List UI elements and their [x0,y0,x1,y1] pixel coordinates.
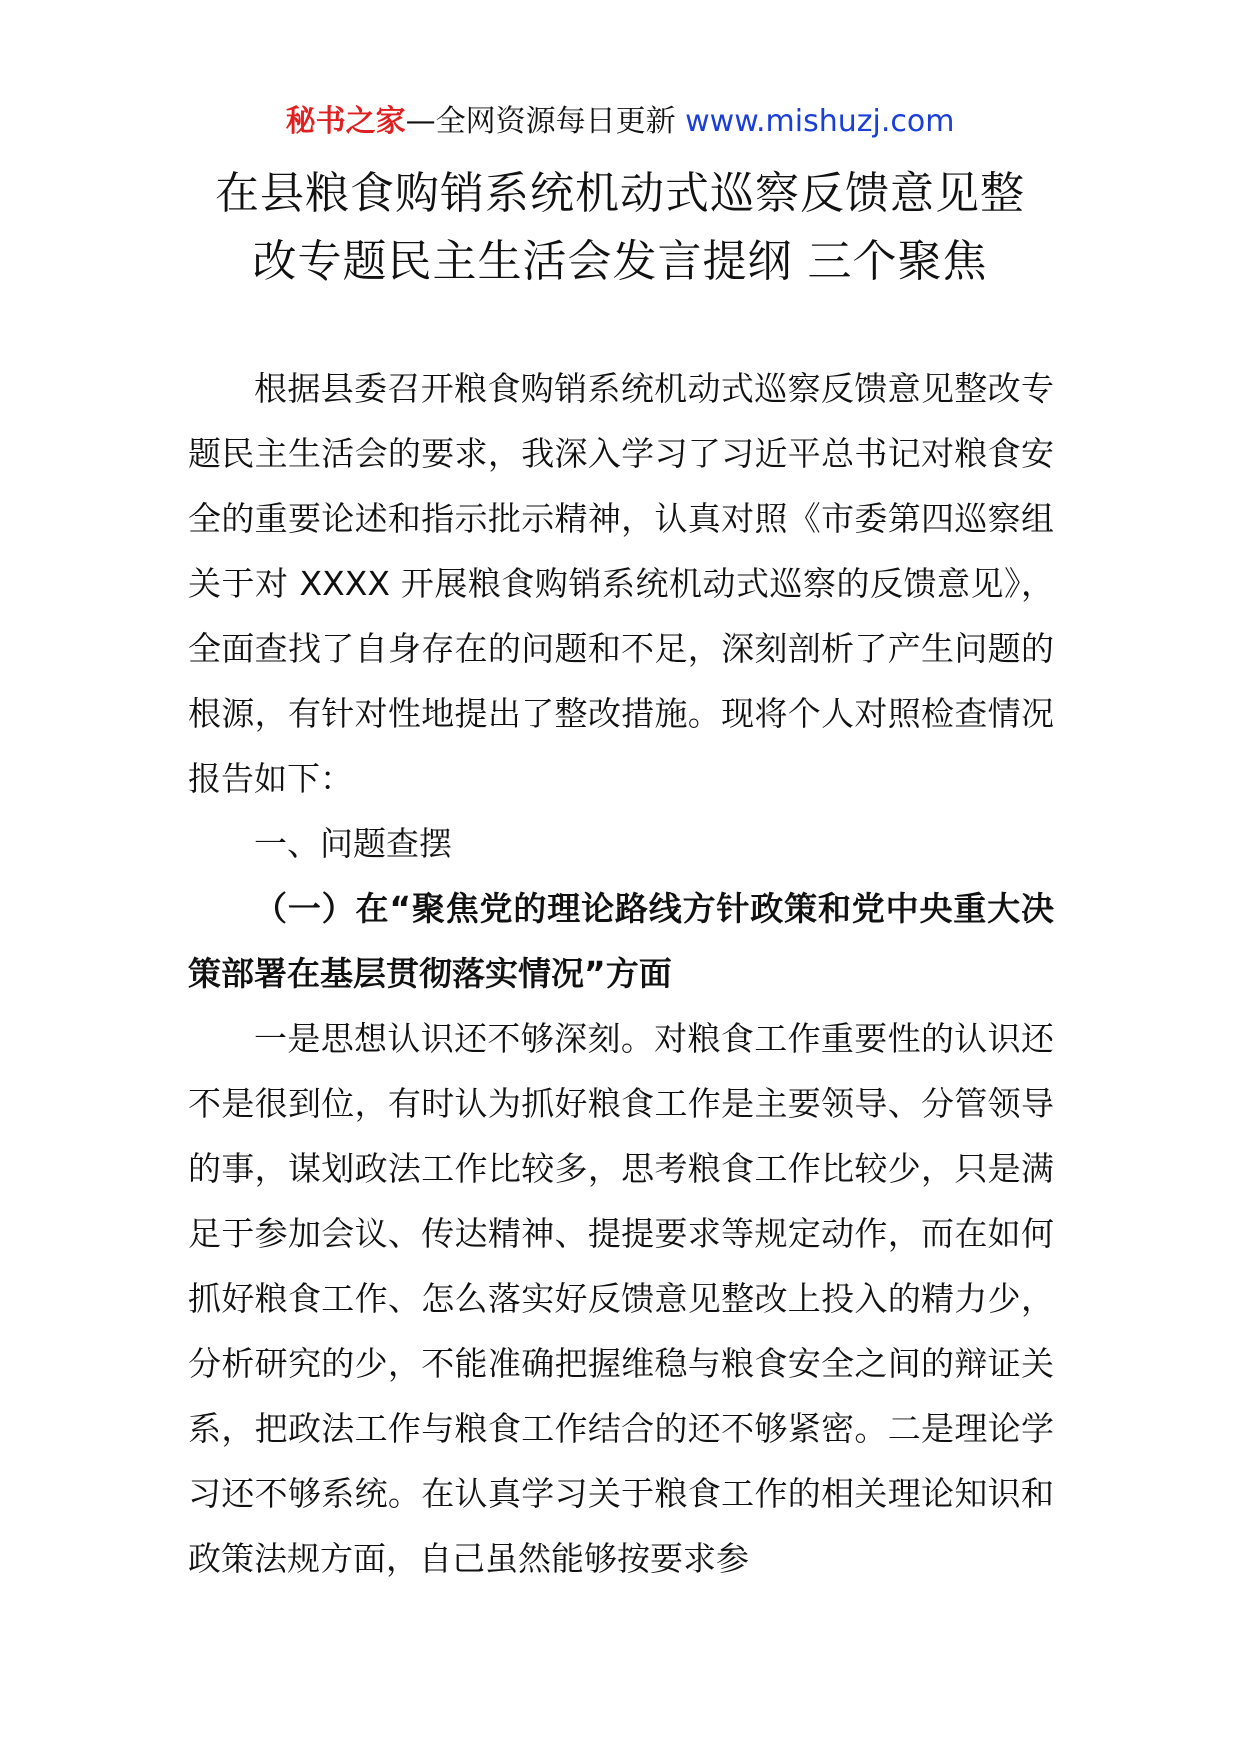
section-heading-1: 一、问题查摆 [254,824,452,863]
title-line-2: 改专题民主生活会发言提纲 三个聚焦 [252,236,988,287]
watermark-url[interactable]: www.mishuzj.com [685,104,955,139]
watermark-tagline: —全网资源每日更新 [405,104,676,139]
title-line-1: 在县粮食购销系统机动式巡察反馈意见整 [215,168,1025,219]
document-body [188,356,1054,1591]
subsection-heading-1: （一）在“聚焦党的理论路线方针政策和党中央重大决策部署在基层贯彻落实情况”方面 [188,889,1054,993]
document-title [150,160,1090,296]
watermark-brand: 秘书之家 [285,104,406,139]
watermark-banner [0,100,1240,144]
body-paragraph-1: 一是思想认识还不够深刻。对粮食工作重要性的认识还不是很到位，有时认为抓好粮食工作是主要领导、分管领导的事，谋划政法工作比较多，思考粮食工作比较少，只是满足于参加会议、传达精神、提提要求等规定动作，而在如何抓好粮食工作、怎么落实好反馈意见整改上投入的精力少，分析研究的少，不能准确把握维稳与粮食安全之间的辩证关系，把政法工作与粮食工作结合的还不够紧密。二是理论学习还不够系统。在认真学习关于粮食工作的相关理论知识和政策法规方面，自己虽然能够按要求参 [188,1019,1054,1578]
intro-paragraph: 根据县委召开粮食购销系统机动式巡察反馈意见整改专题民主生活会的要求，我深入学习了习近平总书记对粮食安全的重要论述和指示批示精神，认真对照《市委第四巡察组关于对 XXXX 开展粮食购销系统机动式巡察的反馈意见》，全面查找了自身存在的问题和不足，深刻剖析了产生问题的根源，有针对性地提出了整改措施。现将个人对照检查情况报告如下： [188,369,1054,798]
